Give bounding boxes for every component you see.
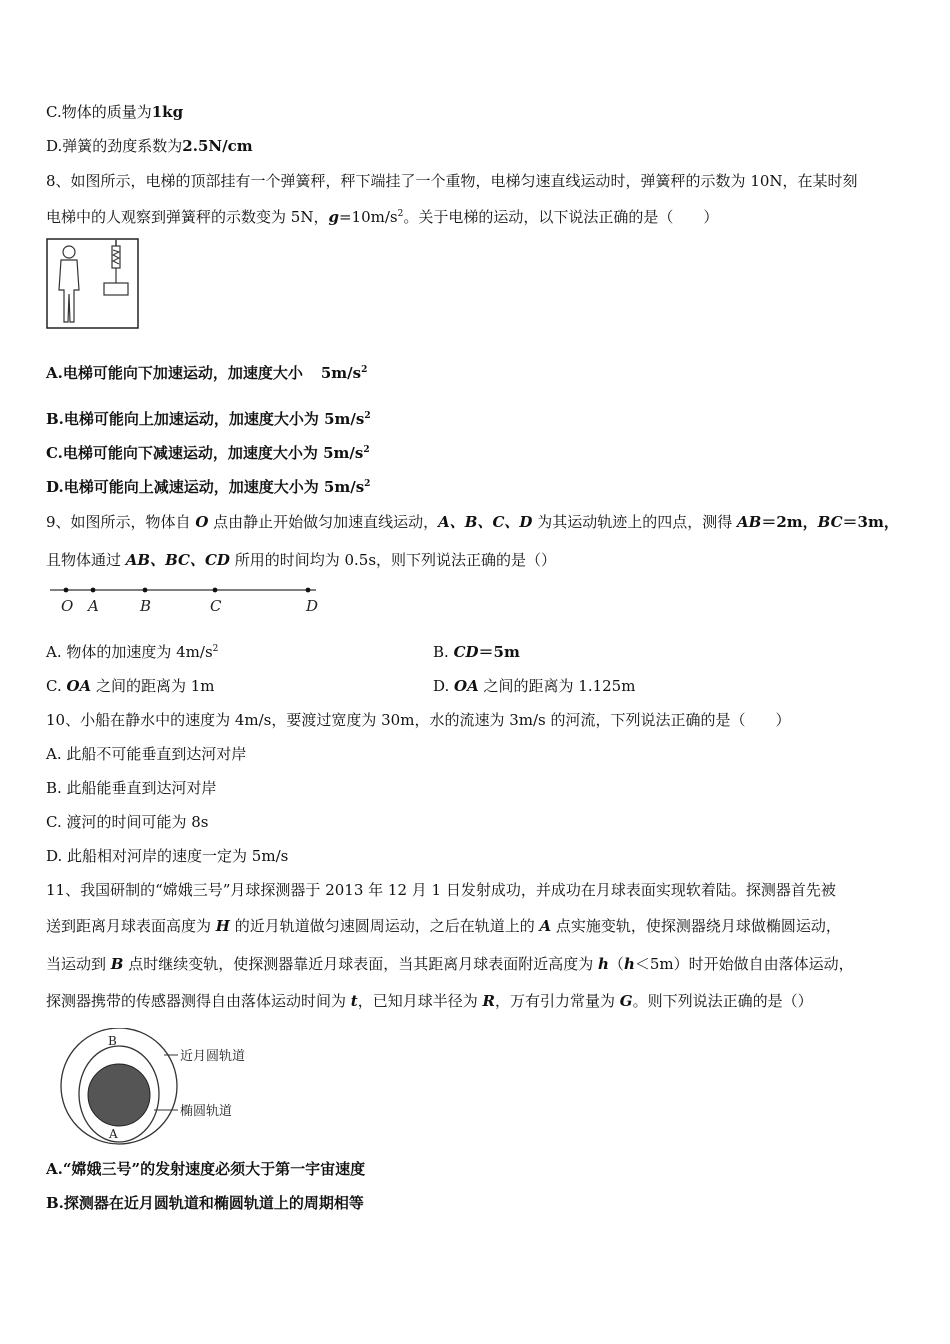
q8-option-a	[46, 363, 367, 383]
var-g: g	[328, 208, 339, 226]
var-h: h	[598, 955, 609, 973]
var-points: A、B、C、D	[438, 513, 533, 531]
stem-text: 9、如图所示，物体自	[46, 513, 196, 531]
superscript: 2	[364, 411, 371, 421]
option-text: A. 物体的加速度为 4m/s	[46, 643, 213, 661]
var-ab: AB	[736, 513, 762, 531]
label-a: A	[88, 597, 99, 615]
stem-text: ，万有引力常量为	[494, 992, 620, 1010]
option-letter: B.	[433, 643, 454, 661]
var-o: O	[195, 513, 209, 531]
stem-text: ，已知月球半径为	[357, 992, 483, 1010]
option-text: 弹簧的劲度系数为	[62, 137, 183, 155]
q11-stem-line3	[46, 954, 854, 974]
stem-text: 。则下列说法正确的是（）	[632, 992, 813, 1010]
stem-text: 电梯中的人观察到弹簧秤的示数变为 5N，	[46, 208, 329, 226]
option-text: 之间的距离为 1m	[91, 677, 215, 695]
stem-text: 为其运动轨迹上的四点，测得	[532, 513, 737, 531]
var-segments: AB、BC、CD	[125, 551, 230, 569]
var-cd: CD	[453, 643, 479, 661]
q10-option-b: B. 此船能垂直到达河对岸	[46, 779, 217, 797]
stem-text: （	[608, 955, 624, 973]
stem-text: 所用的时间均为 0.5s，则下列说法正确的是（）	[229, 551, 557, 569]
point-d	[306, 588, 311, 593]
superscript: 2	[212, 644, 219, 654]
point-b-label: B	[108, 1034, 117, 1048]
q9-option-c	[46, 676, 215, 696]
superscript: 2	[361, 365, 368, 375]
q7-option-d	[46, 136, 253, 156]
label-c: C	[210, 597, 222, 615]
var-g: G	[619, 992, 633, 1010]
q10-stem: 10、小船在静水中的速度为 4m/s，要渡过宽度为 30m，水的流速为 3m/s 的河流，下列说法正确的是（ ）	[46, 711, 791, 729]
var-a: A	[539, 917, 552, 935]
q10-option-d: D. 此船相对河岸的速度一定为 5m/s	[46, 847, 289, 865]
stem-text: ＝3m，	[842, 513, 899, 531]
q9-stem-line1	[46, 512, 899, 532]
label-d: D	[306, 597, 319, 615]
ellipse-orbit-label: 椭圆轨道	[180, 1104, 233, 1119]
stem-text: 当运动到	[46, 955, 111, 973]
option-letter: D.	[46, 137, 63, 155]
var-h: h	[623, 955, 635, 973]
q9-line-figure	[46, 580, 336, 616]
point-o	[64, 588, 69, 593]
q11-orbit-figure	[46, 1028, 261, 1148]
q9-stem-line2	[46, 550, 556, 570]
q8-stem-line2	[46, 207, 718, 227]
stem-text: 探测器携带的传感器测得自由落体运动时间为	[46, 992, 351, 1010]
q9-option-b	[433, 642, 520, 662]
option-text: D.电梯可能向上减速运动，加速度大小为 5m/s	[46, 478, 365, 496]
stem-text: 点时继续变轨，使探测器靠近月球表面，当其距离月球表面附近高度为	[123, 955, 599, 973]
stem-text: 送到距离月球表面高度为	[46, 917, 216, 935]
point-c	[213, 588, 218, 593]
var-b: B	[110, 955, 124, 973]
q8-option-b	[46, 409, 371, 429]
q11-option-a: A.“嫦娥三号”的发射速度必须大于第一宇宙速度	[46, 1160, 366, 1178]
point-a-label: A	[109, 1127, 118, 1141]
q9-option-d	[433, 676, 635, 696]
stem-text: 点实施变轨，使探测器绕月球做椭圆运动，	[551, 917, 841, 935]
stem-text: 。关于电梯的运动，以下说法正确的是（ ）	[403, 208, 719, 226]
stem-text: 的近月轨道做匀速圆周运动，之后在轨道上的	[229, 917, 540, 935]
q8-option-c	[46, 443, 370, 463]
option-text: C.电梯可能向下减速运动，加速度大小为 5m/s	[46, 444, 364, 462]
var-r: R	[482, 992, 495, 1010]
stem-text: 且物体通过	[46, 551, 126, 569]
option-letter: D.	[433, 677, 455, 695]
option-letter: C.	[46, 677, 67, 695]
q7-option-c	[46, 102, 183, 122]
label-o: O	[61, 597, 74, 615]
stem-text: ＜5m）时开始做自由落体运动，	[634, 955, 854, 973]
point-b	[143, 588, 148, 593]
var-t: t	[350, 992, 358, 1010]
q8-stem-line1: 8、如图所示，电梯的顶部挂有一个弹簧秤，秤下端挂了一个重物，电梯匀速直线运动时，弹簧秤的示数为 10N，在某时刻	[46, 172, 858, 190]
q11-option-b: B.探测器在近月圆轨道和椭圆轨道上的周期相等	[46, 1194, 364, 1212]
circle-orbit-label: 近月圆轨道	[180, 1049, 246, 1064]
option-text: 之间的距离为 1.125m	[478, 677, 636, 695]
point-a	[91, 588, 96, 593]
option-value: 5m/s	[320, 364, 362, 382]
stem-text: ＝2m，	[761, 513, 818, 531]
stem-text: =10m/s	[338, 208, 398, 226]
label-b: B	[140, 597, 152, 615]
var-h-upper: H	[215, 917, 230, 935]
option-text: B.电梯可能向上加速运动，加速度大小为 5m/s	[46, 410, 365, 428]
elevator-figure	[46, 238, 140, 330]
option-value: 1kg	[151, 103, 184, 121]
moon	[88, 1064, 150, 1126]
superscript: 2	[364, 479, 371, 489]
option-letter: C.	[46, 103, 62, 121]
q11-stem-line1: 11、我国研制的“嫦娥三号”月球探测器于 2013 年 12 月 1 日发射成功，并成功在月球表面实现软着陆。探测器首先被	[46, 881, 836, 899]
var-oa: OA	[66, 677, 92, 695]
q11-stem-line2	[46, 916, 841, 936]
option-text: ＝5m	[478, 643, 520, 661]
q11-stem-line4	[46, 991, 813, 1011]
var-oa: OA	[454, 677, 479, 695]
q8-option-d	[46, 477, 370, 497]
stem-text: 点由静止开始做匀加速直线运动，	[208, 513, 439, 531]
option-value: 2.5N/cm	[182, 137, 253, 155]
q9-option-a	[46, 642, 218, 662]
option-text: 物体的质量为	[61, 103, 152, 121]
superscript: 2	[363, 445, 370, 455]
q10-option-c: C. 渡河的时间可能为 8s	[46, 813, 209, 831]
q10-option-a: A. 此船不可能垂直到达河对岸	[46, 745, 247, 763]
option-text: A.电梯可能向下加速运动，加速度大小	[46, 364, 303, 382]
superscript: 2	[397, 209, 404, 219]
var-bc: BC	[817, 513, 843, 531]
